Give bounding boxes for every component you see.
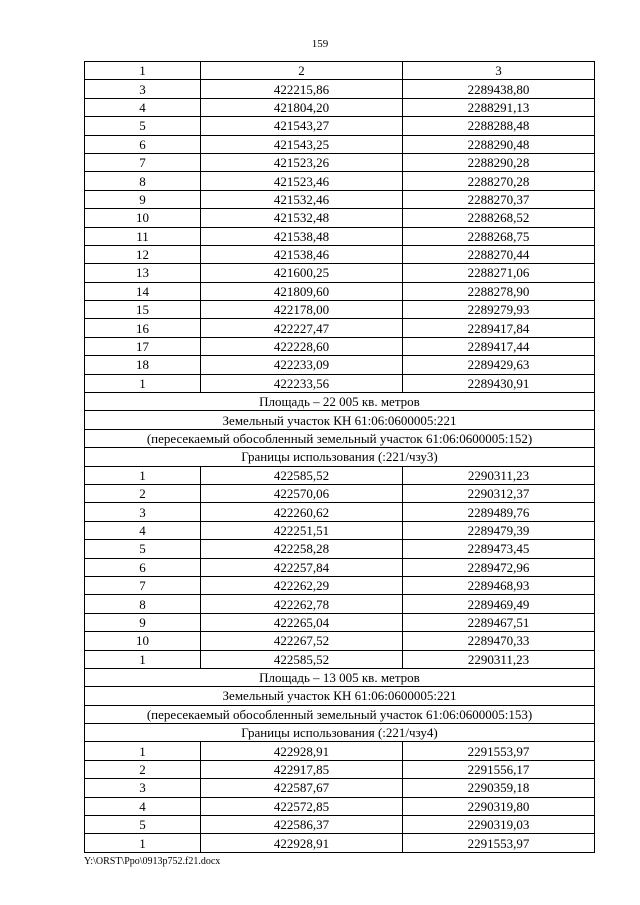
y-coordinate-cell: 2288270,44 xyxy=(403,245,595,263)
y-coordinate-cell: 2289479,39 xyxy=(403,521,595,539)
point-number-cell: 8 xyxy=(85,172,201,190)
y-coordinate-cell: 2290311,23 xyxy=(403,466,595,484)
x-coordinate-cell: 421538,48 xyxy=(201,227,403,245)
x-coordinate-cell: 421523,46 xyxy=(201,172,403,190)
point-number-cell: 5 xyxy=(85,117,201,135)
table-row xyxy=(85,797,595,815)
point-number-cell: 1 xyxy=(85,742,201,760)
x-coordinate-cell: 422587,67 xyxy=(201,779,403,797)
point-number-cell: 4 xyxy=(85,98,201,116)
table-row xyxy=(85,705,595,723)
table-row xyxy=(85,816,595,834)
y-coordinate-cell: 2291553,97 xyxy=(403,834,595,852)
usage-bounds-row: Границы использования (:221/чзу4) xyxy=(85,724,595,742)
y-coordinate-cell: 2289473,45 xyxy=(403,540,595,558)
point-number-cell: 7 xyxy=(85,576,201,594)
y-coordinate-cell: 2288291,13 xyxy=(403,98,595,116)
point-number-cell: 4 xyxy=(85,521,201,539)
table-row xyxy=(85,374,595,392)
table-row xyxy=(85,153,595,171)
x-coordinate-cell: 422262,29 xyxy=(201,576,403,594)
area-row: Площадь – 22 005 кв. метров xyxy=(85,393,595,411)
x-coordinate-cell: 421543,27 xyxy=(201,117,403,135)
page-number: 159 xyxy=(311,38,329,50)
y-coordinate-cell: 2288268,75 xyxy=(403,227,595,245)
x-coordinate-cell: 422228,60 xyxy=(201,337,403,355)
table-row xyxy=(85,209,595,227)
point-number-cell: 6 xyxy=(85,135,201,153)
y-coordinate-cell: 2288271,06 xyxy=(403,264,595,282)
x-coordinate-cell: 422258,28 xyxy=(201,540,403,558)
table-row xyxy=(85,742,595,760)
table-row xyxy=(85,337,595,355)
y-coordinate-cell: 2289469,49 xyxy=(403,595,595,613)
point-number-cell: 9 xyxy=(85,190,201,208)
point-number-cell: 18 xyxy=(85,356,201,374)
x-coordinate-cell: 422585,52 xyxy=(201,466,403,484)
point-number-cell: 1 xyxy=(85,466,201,484)
y-coordinate-cell: 2288290,28 xyxy=(403,153,595,171)
table-row xyxy=(85,760,595,778)
footer-file-path: Y:\ORST\Ppo\0913p752.f21.docx xyxy=(84,856,221,867)
point-number-cell: 10 xyxy=(85,209,201,227)
point-number-cell: 2 xyxy=(85,760,201,778)
x-coordinate-cell: 2 xyxy=(201,62,403,80)
table-row xyxy=(85,503,595,521)
table-row xyxy=(85,282,595,300)
y-coordinate-cell: 2289472,96 xyxy=(403,558,595,576)
y-coordinate-cell: 2289430,91 xyxy=(403,374,595,392)
x-coordinate-cell: 422260,62 xyxy=(201,503,403,521)
y-coordinate-cell: 2290319,03 xyxy=(403,816,595,834)
table-row xyxy=(85,595,595,613)
x-coordinate-cell: 421543,25 xyxy=(201,135,403,153)
point-number-cell: 1 xyxy=(85,650,201,668)
table-row xyxy=(85,98,595,116)
table-row xyxy=(85,319,595,337)
x-coordinate-cell: 422215,86 xyxy=(201,80,403,98)
table-row xyxy=(85,613,595,631)
table-row xyxy=(85,393,595,411)
table-row xyxy=(85,558,595,576)
point-number-cell: 6 xyxy=(85,558,201,576)
x-coordinate-cell: 422233,09 xyxy=(201,356,403,374)
x-coordinate-cell: 422586,37 xyxy=(201,816,403,834)
y-coordinate-cell: 2288290,48 xyxy=(403,135,595,153)
y-coordinate-cell: 2290319,80 xyxy=(403,797,595,815)
y-coordinate-cell: 2290359,18 xyxy=(403,779,595,797)
x-coordinate-cell: 421804,20 xyxy=(201,98,403,116)
y-coordinate-cell: 2288268,52 xyxy=(403,209,595,227)
table-row xyxy=(85,540,595,558)
table-row xyxy=(85,80,595,98)
y-coordinate-cell: 2288288,48 xyxy=(403,117,595,135)
y-coordinate-cell: 2288270,37 xyxy=(403,190,595,208)
y-coordinate-cell: 2288270,28 xyxy=(403,172,595,190)
y-coordinate-cell: 2289429,63 xyxy=(403,356,595,374)
y-coordinate-cell: 3 xyxy=(403,62,595,80)
table-row xyxy=(85,411,595,429)
x-coordinate-cell: 422262,78 xyxy=(201,595,403,613)
y-coordinate-cell: 2291553,97 xyxy=(403,742,595,760)
point-number-cell: 7 xyxy=(85,153,201,171)
x-coordinate-cell: 421538,46 xyxy=(201,245,403,263)
table-row xyxy=(85,227,595,245)
point-number-cell: 5 xyxy=(85,816,201,834)
y-coordinate-cell: 2288278,90 xyxy=(403,282,595,300)
x-coordinate-cell: 422178,00 xyxy=(201,301,403,319)
x-coordinate-cell: 422251,51 xyxy=(201,521,403,539)
y-coordinate-cell: 2290311,23 xyxy=(403,650,595,668)
table-row xyxy=(85,264,595,282)
table-row xyxy=(85,62,595,80)
table-row xyxy=(85,576,595,594)
x-coordinate-cell: 421600,25 xyxy=(201,264,403,282)
table-row xyxy=(85,521,595,539)
table-row xyxy=(85,650,595,668)
point-number-cell: 1 xyxy=(85,834,201,852)
table-row xyxy=(85,466,595,484)
point-number-cell: 15 xyxy=(85,301,201,319)
table-row xyxy=(85,484,595,502)
point-number-cell: 11 xyxy=(85,227,201,245)
usage-bounds-row: Границы использования (:221/чзу3) xyxy=(85,448,595,466)
y-coordinate-cell: 2290312,37 xyxy=(403,484,595,502)
table-row xyxy=(85,632,595,650)
point-number-cell: 3 xyxy=(85,80,201,98)
point-number-cell: 3 xyxy=(85,503,201,521)
table-row xyxy=(85,429,595,447)
point-number-cell: 13 xyxy=(85,264,201,282)
point-number-cell: 16 xyxy=(85,319,201,337)
y-coordinate-cell: 2289417,84 xyxy=(403,319,595,337)
point-number-cell: 5 xyxy=(85,540,201,558)
point-number-cell: 1 xyxy=(85,374,201,392)
table-row xyxy=(85,135,595,153)
table-row xyxy=(85,724,595,742)
area-row: Площадь – 13 005 кв. метров xyxy=(85,668,595,686)
table-row xyxy=(85,301,595,319)
point-number-cell: 17 xyxy=(85,337,201,355)
table-row xyxy=(85,172,595,190)
x-coordinate-cell: 421809,60 xyxy=(201,282,403,300)
table-row xyxy=(85,668,595,686)
y-coordinate-cell: 2289467,51 xyxy=(403,613,595,631)
y-coordinate-cell: 2291556,17 xyxy=(403,760,595,778)
x-coordinate-cell: 422917,85 xyxy=(201,760,403,778)
x-coordinate-cell: 421523,26 xyxy=(201,153,403,171)
parcel-subtitle-row: (пересекаемый обособленный земельный участок 61:06:0600005:153) xyxy=(85,705,595,723)
point-number-cell: 9 xyxy=(85,613,201,631)
x-coordinate-cell: 422267,52 xyxy=(201,632,403,650)
x-coordinate-cell: 422233,56 xyxy=(201,374,403,392)
y-coordinate-cell: 2289279,93 xyxy=(403,301,595,319)
table-row xyxy=(85,448,595,466)
x-coordinate-cell: 422257,84 xyxy=(201,558,403,576)
table-row xyxy=(85,117,595,135)
x-coordinate-cell: 422265,04 xyxy=(201,613,403,631)
point-number-cell: 14 xyxy=(85,282,201,300)
x-coordinate-cell: 422928,91 xyxy=(201,742,403,760)
y-coordinate-cell: 2289489,76 xyxy=(403,503,595,521)
table-row xyxy=(85,779,595,797)
parcel-title-row: Земельный участок КН 61:06:0600005:221 xyxy=(85,687,595,705)
y-coordinate-cell: 2289417,44 xyxy=(403,337,595,355)
x-coordinate-cell: 421532,46 xyxy=(201,190,403,208)
table-row xyxy=(85,687,595,705)
point-number-cell: 1 xyxy=(85,62,201,80)
table-row xyxy=(85,245,595,263)
table-row xyxy=(85,834,595,852)
point-number-cell: 2 xyxy=(85,484,201,502)
point-number-cell: 10 xyxy=(85,632,201,650)
y-coordinate-cell: 2289468,93 xyxy=(403,576,595,594)
x-coordinate-cell: 422585,52 xyxy=(201,650,403,668)
x-coordinate-cell: 422570,06 xyxy=(201,484,403,502)
y-coordinate-cell: 2289438,80 xyxy=(403,80,595,98)
coordinates-table xyxy=(84,61,595,853)
x-coordinate-cell: 422572,85 xyxy=(201,797,403,815)
y-coordinate-cell: 2289470,33 xyxy=(403,632,595,650)
x-coordinate-cell: 422928,91 xyxy=(201,834,403,852)
point-number-cell: 4 xyxy=(85,797,201,815)
x-coordinate-cell: 421532,48 xyxy=(201,209,403,227)
point-number-cell: 8 xyxy=(85,595,201,613)
parcel-subtitle-row: (пересекаемый обособленный земельный участок 61:06:0600005:152) xyxy=(85,429,595,447)
table-row xyxy=(85,356,595,374)
x-coordinate-cell: 422227,47 xyxy=(201,319,403,337)
point-number-cell: 3 xyxy=(85,779,201,797)
parcel-title-row: Земельный участок КН 61:06:0600005:221 xyxy=(85,411,595,429)
point-number-cell: 12 xyxy=(85,245,201,263)
table-row xyxy=(85,190,595,208)
